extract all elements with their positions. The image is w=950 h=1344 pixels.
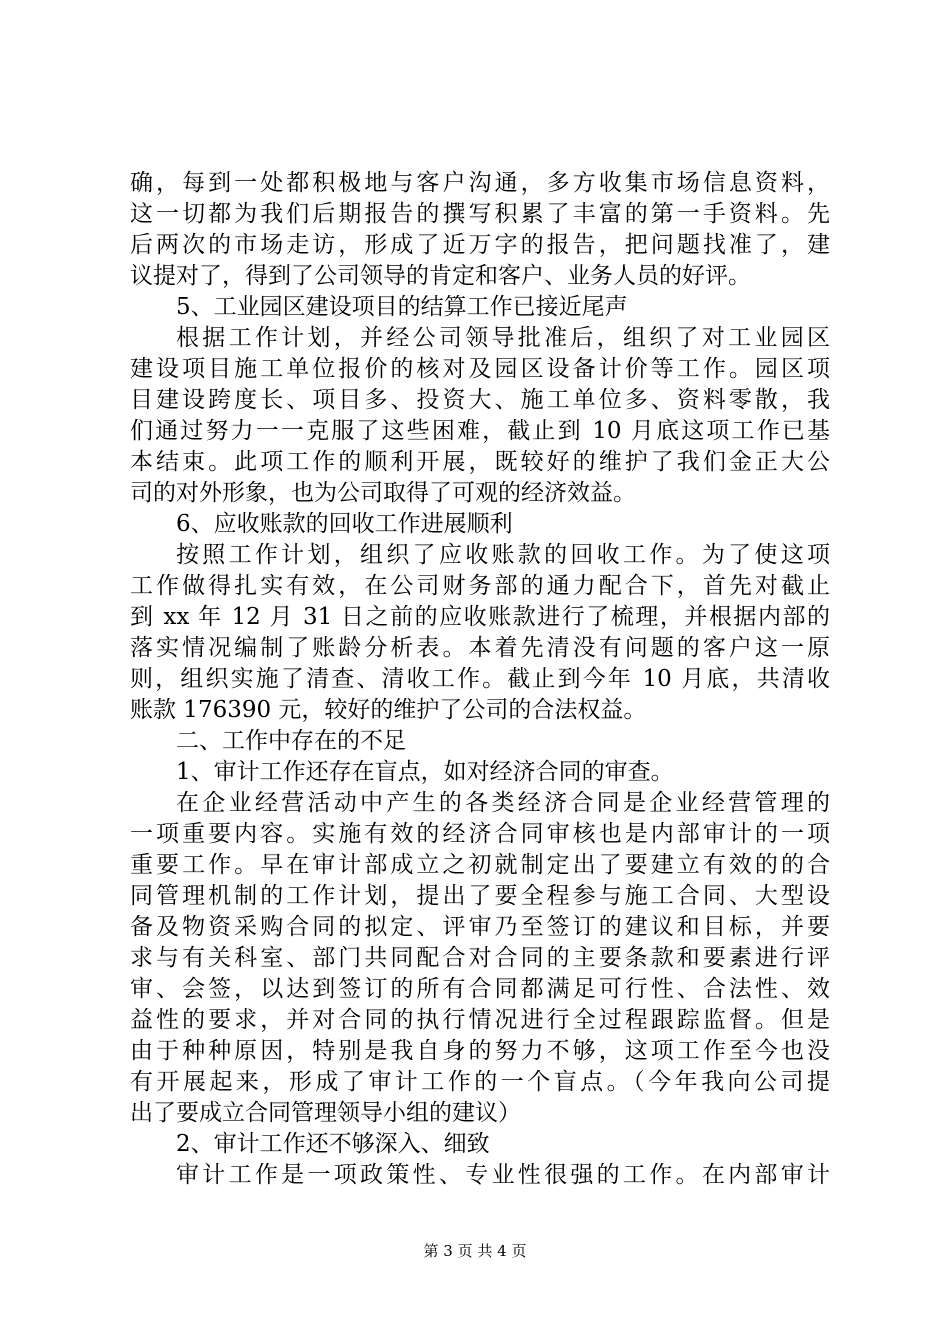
text-line: 重要工作。早在审计部成立之初就制定出了要建立有效的的合 bbox=[130, 852, 830, 878]
text-line: 则，组织实施了清查、清收工作。截止到今年 10 月底，共清收 bbox=[130, 666, 830, 692]
text-line: 落实情况编制了账龄分析表。本着先清没有问题的客户这一原 bbox=[130, 635, 830, 661]
text-line: 同管理机制的工作计划，提出了要全程参与施工合同、大型设 bbox=[130, 883, 830, 909]
text-line: 本结束。此项工作的顺利开展，既较好的维护了我们金正大公 bbox=[130, 449, 830, 475]
text-line: 目建设跨度长、项目多、投资大、施工单位多、资料零散，我 bbox=[130, 387, 830, 413]
text-line: 审、会签，以达到签订的所有合同都满足可行性、合法性、效 bbox=[130, 976, 830, 1002]
text-line: 这一切都为我们后期报告的撰写积累了丰富的第一手资料。先 bbox=[130, 201, 830, 227]
text-line: 们通过努力一一克服了这些困难，截止到 10 月底这项工作已基 bbox=[130, 418, 830, 444]
text-line: 到 xx 年 12 月 31 日之前的应收账款进行了梳理，并根据内部的 bbox=[130, 604, 830, 630]
text-line: 确，每到一处都积极地与客户沟通，多方收集市场信息资料， bbox=[130, 170, 830, 196]
text-line: 2、审计工作还不够深入、细致 bbox=[176, 1131, 490, 1157]
text-line: 根据工作计划，并经公司领导批准后，组织了对工业园区 bbox=[176, 325, 830, 351]
document-body bbox=[130, 168, 830, 1191]
text-line: 账款 176390 元，较好的维护了公司的合法权益。 bbox=[130, 697, 647, 723]
text-line: 5、工业园区建设项目的结算工作已接近尾声 bbox=[176, 294, 628, 320]
text-line: 求与有关科室、部门共同配合对合同的主要条款和要素进行评 bbox=[130, 945, 830, 971]
text-line: 有开展起来，形成了审计工作的一个盲点。（今年我向公司提 bbox=[130, 1069, 830, 1095]
text-line: 一项重要内容。实施有效的经济合同审核也是内部审计的一项 bbox=[130, 821, 830, 847]
text-line: 二、工作中存在的不足 bbox=[176, 728, 406, 754]
text-line: 在企业经营活动中产生的各类经济合同是企业经营管理的 bbox=[176, 790, 830, 816]
text-line: 由于种种原因，特别是我自身的努力不够，这项工作至今也没 bbox=[130, 1038, 830, 1064]
text-line: 议提对了，得到了公司领导的肯定和客户、业务人员的好评。 bbox=[130, 263, 751, 289]
text-line: 审计工作是一项政策性、专业性很强的工作。在内部审计 bbox=[176, 1162, 830, 1188]
text-line: 工作做得扎实有效，在公司财务部的通力配合下，首先对截止 bbox=[130, 573, 830, 599]
page-footer: 第 3 页 共 4 页 bbox=[423, 1242, 527, 1260]
text-line: 建设项目施工单位报价的核对及园区设备计价等工作。园区项 bbox=[130, 356, 830, 382]
text-line: 1、审计工作还存在盲点，如对经济合同的审查。 bbox=[176, 759, 674, 785]
text-line: 按照工作计划，组织了应收账款的回收工作。为了使这项 bbox=[176, 542, 830, 568]
text-line: 司的对外形象，也为公司取得了可观的经济效益。 bbox=[130, 480, 636, 506]
text-line: 备及物资采购合同的拟定、评审乃至签订的建议和目标，并要 bbox=[130, 914, 830, 940]
text-line: 出了要成立合同管理领导小组的建议） bbox=[130, 1100, 521, 1126]
text-line: 后两次的市场走访，形成了近万字的报告，把问题找准了，建 bbox=[130, 232, 830, 258]
text-line: 益性的要求，并对合同的执行情况进行全过程跟踪监督。但是 bbox=[130, 1007, 830, 1033]
text-line: 6、应收账款的回收工作进展顺利 bbox=[176, 511, 513, 537]
